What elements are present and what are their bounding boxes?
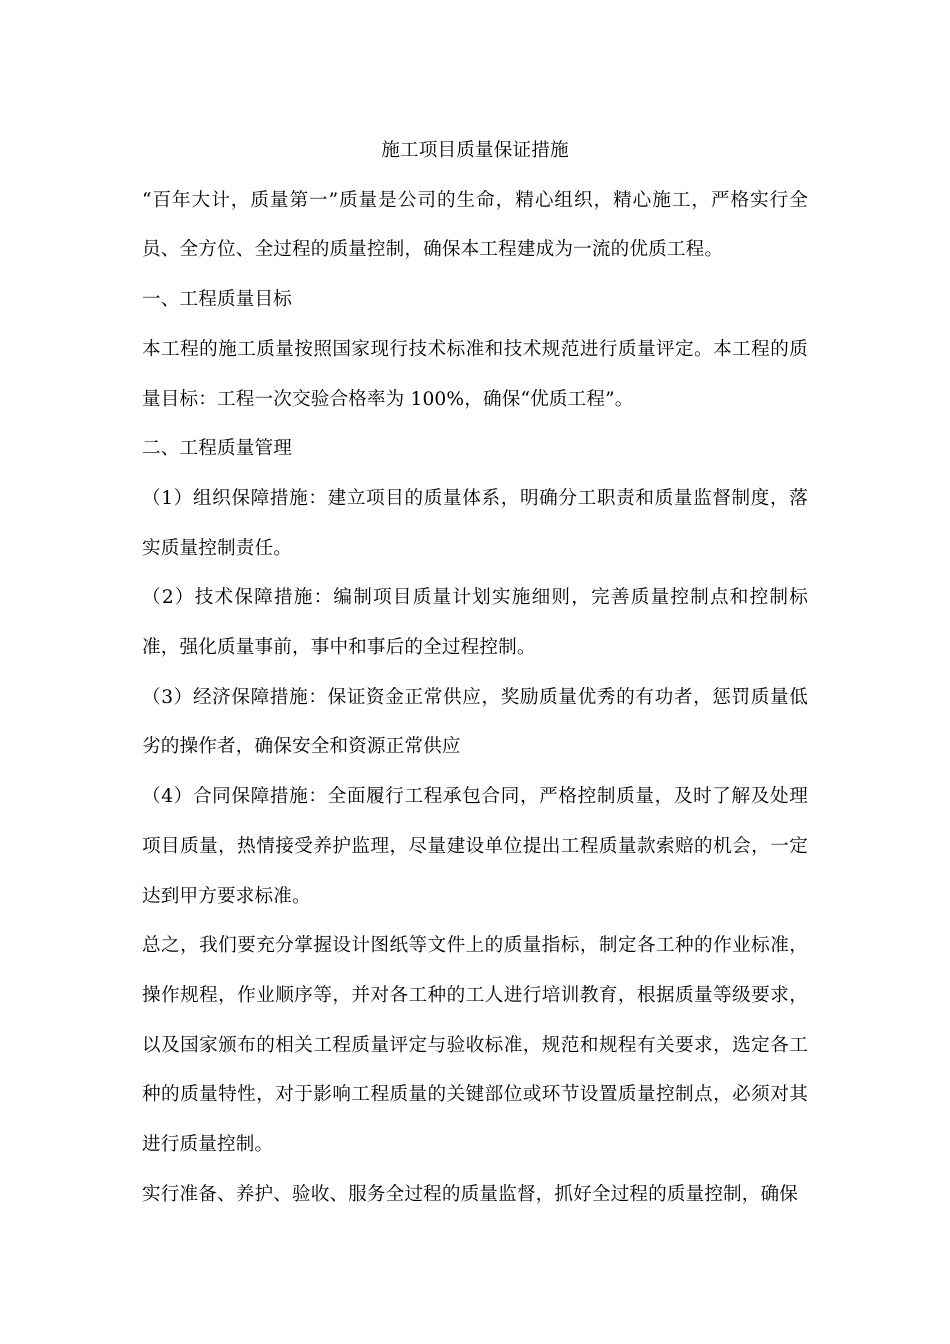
intro-paragraph: “百年大计，质量第一”质量是公司的生命，精心组织，精心施工，严格实行全员、全方位、全过程的质量控制，确保本工程建成为一流的优质工程。 (142, 189, 808, 261)
section-1-heading: 一、工程质量目标 (142, 289, 292, 311)
summary-paragraph: 总之，我们要充分掌握设计图纸等文件上的质量指标，制定各工种的作业标准，操作规程，作业顺序等，并对各工种的工人进行培训教育，根据质量等级要求，以及国家颁布的相关工程质量评定与验收标准，规范和规程有关要求，选定各工种的质量特性，对于影响工程质量的关键部位或环节设置质量控制点，必须对其进行质量控制。 (142, 935, 808, 1156)
document-body (142, 126, 808, 1219)
measure-item-contract: （4）合同保障措施：全面履行工程承包合同，严格控制质量，及时了解及处理项目质量，热情接受养护监理，尽量建设单位提出工程质量款索赔的机会，一定达到甲方要求标准。 (142, 786, 808, 907)
closing-paragraph: 实行准备、养护、验收、服务全过程的质量监督，抓好全过程的质量控制，确保 (142, 1183, 799, 1205)
measure-item-technical: （2）技术保障措施：编制项目质量计划实施细则，完善质量控制点和控制标准，强化质量事前，事中和事后的全过程控制。 (142, 587, 808, 659)
section-1-paragraph: 本工程的施工质量按照国家现行技术标准和技术规范进行质量评定。本工程的质量目标：工程一次交验合格率为 100%，确保“优质工程”。 (142, 338, 808, 410)
document-title: 施工项目质量保证措施 (381, 140, 569, 161)
measure-item-economic: （3）经济保障措施：保证资金正常供应，奖励质量优秀的有功者，惩罚质量低劣的操作者，确保安全和资源正常供应 (142, 686, 808, 758)
section-2-heading: 二、工程质量管理 (142, 438, 292, 460)
measure-item-organization: （1）组织保障措施：建立项目的质量体系，明确分工职责和质量监督制度，落实质量控制责任。 (142, 487, 808, 559)
